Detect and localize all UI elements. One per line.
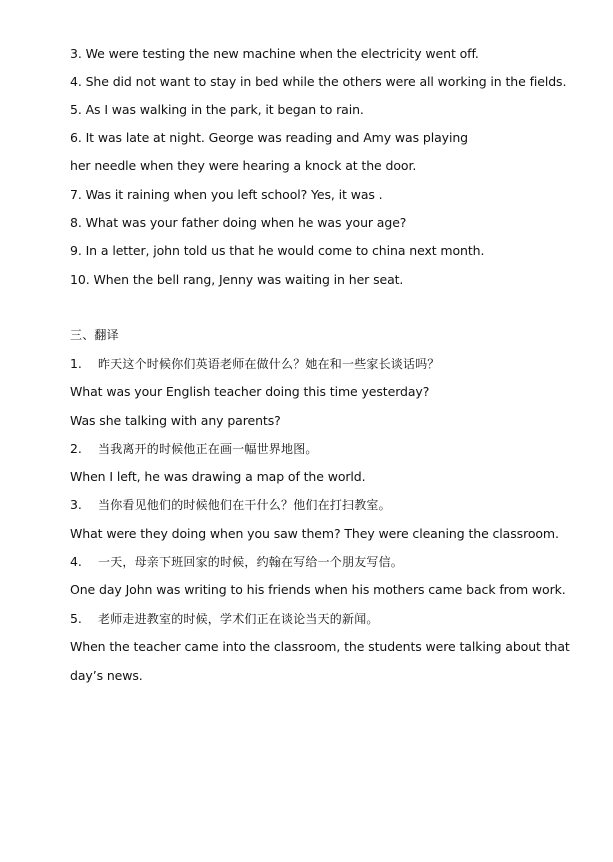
chinese-sentence: 一天，母亲下班回家的时候，约翰在写给一个朋友写信。 xyxy=(98,555,404,569)
translation-prompt xyxy=(70,356,440,372)
chinese-sentence: 当我离开的时候他正在画一幅世界地图。 xyxy=(98,442,318,456)
translation-answer: day’s news. xyxy=(70,668,143,683)
answer-line: 4. She did not want to stay in bed while the others were all working in the fields. xyxy=(70,74,567,89)
item-number: 4. xyxy=(70,554,82,569)
translation-answer: One day John was writing to his friends when his mothers came back from work. xyxy=(70,582,566,597)
chinese-sentence: 当你看见他们的时候他们在干什么？他们在打扫教室。 xyxy=(98,498,391,512)
translation-prompt xyxy=(70,554,403,570)
chinese-sentence: 老师走进教室的时候，学术们正在谈论当天的新闻。 xyxy=(98,612,379,626)
answer-line: 3. We were testing the new machine when the electricity went off. xyxy=(70,46,479,61)
translation-answer: Was she talking with any parents? xyxy=(70,413,281,428)
translation-prompt xyxy=(70,611,379,627)
translation-answer: What was your English teacher doing this time yesterday? xyxy=(70,384,430,399)
item-number: 5. xyxy=(70,611,82,626)
answer-line: 7. Was it raining when you left school? Yes, it was . xyxy=(70,187,383,202)
item-number: 1. xyxy=(70,356,82,371)
answer-line: 9. In a letter, john told us that he would come to china next month. xyxy=(70,243,485,258)
item-number: 3. xyxy=(70,497,82,512)
translation-prompt xyxy=(70,497,391,513)
answer-line: 6. It was late at night. George was reading and Amy was playing xyxy=(70,130,468,145)
translation-prompt xyxy=(70,441,318,457)
answer-line: 10. When the bell rang, Jenny was waiting in her seat. xyxy=(70,272,404,287)
translation-answer: What were they doing when you saw them? They were cleaning the classroom. xyxy=(70,526,559,541)
answer-line: 5. As I was walking in the park, it began to rain. xyxy=(70,102,364,117)
item-number: 2. xyxy=(70,441,82,456)
answer-line: 8. What was your father doing when he was your age? xyxy=(70,215,407,230)
answer-line: her needle when they were hearing a knock at the door. xyxy=(70,158,417,173)
section-title: 三、翻译 xyxy=(70,328,119,342)
chinese-sentence: 昨天这个时候你们英语老师在做什么？她在和一些家长谈话吗？ xyxy=(98,357,440,371)
translation-answer: When the teacher came into the classroom, the students were talking about that xyxy=(70,639,570,654)
translation-answer: When I left, he was drawing a map of the world. xyxy=(70,469,366,484)
